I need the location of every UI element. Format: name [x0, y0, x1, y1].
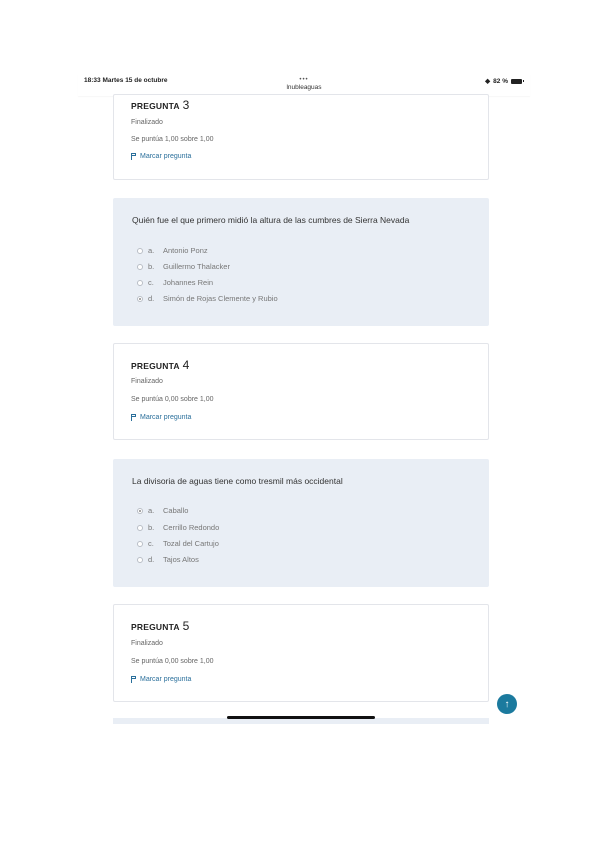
question-info-card-4 [113, 343, 489, 440]
radio-button[interactable] [137, 264, 143, 270]
flag-label: Marcar pregunta [140, 153, 192, 160]
option-letter: a. [148, 246, 155, 255]
answer-option[interactable] [137, 506, 188, 515]
option-text: Cerrillo Redondo [163, 523, 220, 532]
radio-button[interactable] [137, 541, 143, 547]
option-letter: b. [148, 523, 155, 532]
radio-button[interactable] [137, 280, 143, 286]
radio-button-selected[interactable] [137, 296, 143, 302]
flag-question-link[interactable] [131, 676, 191, 683]
address-bar[interactable] [78, 76, 530, 92]
answer-option[interactable] [137, 539, 219, 548]
option-text: Johannes Rein [163, 278, 214, 287]
answer-option[interactable] [137, 278, 213, 287]
scroll-to-top-button[interactable] [497, 694, 517, 714]
radio-button[interactable] [137, 557, 143, 563]
option-text: Tozal del Cartujo [163, 539, 219, 548]
question-score: Se puntúa 0,00 sobre 1,00 [131, 658, 214, 665]
question-state: Finalizado [131, 119, 163, 126]
radio-button-selected[interactable] [137, 508, 143, 514]
radio-button[interactable] [137, 248, 143, 254]
option-text: Simón de Rojas Clemente y Rubio [163, 294, 278, 303]
answer-option[interactable] [137, 555, 199, 564]
question-heading [131, 98, 190, 112]
option-letter: a. [148, 506, 155, 515]
question-number: 4 [182, 358, 190, 372]
question-label: PREGUNTA [131, 622, 180, 632]
question-number: 5 [182, 619, 190, 633]
option-text: Antonio Ponz [163, 246, 208, 255]
status-time: 18:33 [84, 77, 101, 84]
more-dots[interactable]: ••• [299, 77, 309, 83]
flag-label: Marcar pregunta [140, 414, 192, 421]
question-info-card-5 [113, 604, 489, 702]
question-info-card-3 [113, 94, 489, 180]
question-text: La divisoria de aguas tiene como tresmil más occidental [132, 476, 343, 486]
question-heading [131, 358, 190, 372]
arrow-up-icon: ↑ [504, 698, 510, 710]
battery-icon [511, 79, 522, 84]
option-text: Caballo [163, 506, 189, 515]
flag-label: Marcar pregunta [140, 676, 192, 683]
question-content-4 [113, 459, 489, 587]
battery-percent: 82 % [493, 77, 508, 85]
option-text: Tajos Altos [163, 555, 199, 564]
status-right [485, 77, 522, 85]
option-text: Guillermo Thalacker [163, 262, 230, 271]
question-score: Se puntúa 1,00 sobre 1,00 [131, 136, 214, 143]
status-date: Martes 15 de octubre [102, 77, 168, 84]
option-letter: d. [148, 294, 155, 303]
question-label: PREGUNTA [131, 361, 180, 371]
question-heading [131, 619, 190, 633]
option-letter: b. [148, 262, 155, 271]
wifi-icon: ◆ [485, 78, 491, 85]
question-state: Finalizado [131, 640, 163, 647]
answer-option[interactable] [137, 262, 230, 271]
answer-option[interactable] [137, 294, 278, 303]
option-letter: d. [148, 555, 155, 564]
flag-icon [131, 153, 137, 160]
question-score: Se puntúa 0,00 sobre 1,00 [131, 396, 214, 403]
question-label: PREGUNTA [131, 101, 180, 111]
question-content-3 [113, 198, 489, 326]
option-letter: c. [148, 278, 154, 287]
answer-option[interactable] [137, 523, 219, 532]
flag-icon [131, 676, 137, 683]
answer-option[interactable] [137, 246, 208, 255]
flag-question-link[interactable] [131, 153, 191, 160]
option-letter: c. [148, 539, 154, 548]
question-state: Finalizado [131, 378, 163, 385]
question-number: 3 [182, 98, 190, 112]
flag-icon [131, 414, 137, 421]
status-bar [78, 74, 530, 96]
flag-question-link[interactable] [131, 414, 191, 421]
url-text: lnubleaguas [286, 84, 322, 91]
question-text: Quién fue el que primero midió la altura de las cumbres de Sierra Nevada [132, 215, 410, 225]
home-indicator[interactable] [227, 716, 375, 719]
radio-button[interactable] [137, 525, 143, 531]
